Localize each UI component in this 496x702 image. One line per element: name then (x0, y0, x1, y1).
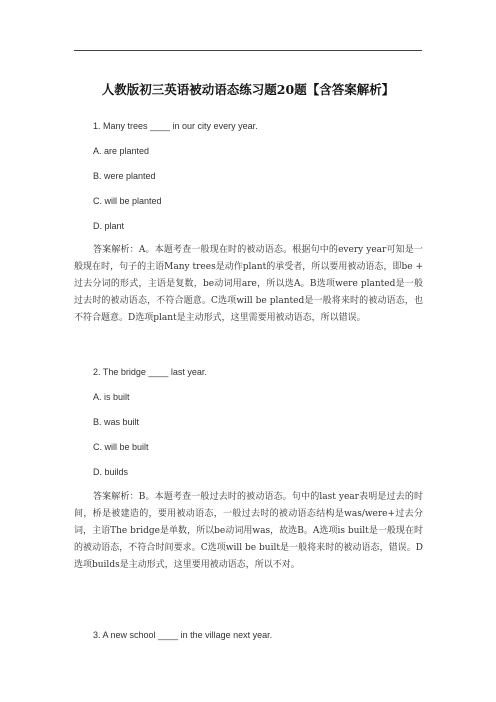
question-1-option-b: B. were planted (93, 171, 156, 181)
question-1-option-c: C. will be planted (93, 196, 162, 206)
question-1-option-a: A. are planted (93, 146, 150, 156)
question-1-stem: 1. Many trees ____ in our city every year. (93, 121, 258, 131)
question-1-explanation: 答案解析：A。本题考查一般现在时的被动语态。根据句中的every year可知是一般现在时，句子的主语Many trees是动作plant的承受者，所以要用被动语态，即be + 过去分词的形式，主语是复数，be动词用are，所以选A。B选项were planted是一般过去时的被动语态，不符合题意。C选项will be planted是一般将来时的被动语态，也不符合题意。D选项plant是主动形式，这里需要用被动语态，所以错误。 (74, 245, 423, 323)
document-title: 人教版初三英语被动语态练习题20题【含答案解析】 (101, 82, 395, 97)
question-1-option-d: D. plant (93, 221, 125, 231)
question-2-option-a: A. is built (93, 392, 130, 402)
question-3-stem: 3. A new school ____ in the village next year. (93, 630, 273, 640)
question-2-option-b: B. was built (93, 417, 140, 427)
question-2-option-c: C. will be built (93, 442, 149, 452)
header-rule (74, 50, 422, 51)
question-2-stem: 2. The bridge ____ last year. (93, 367, 207, 377)
question-2-option-d: D. builds (93, 467, 129, 477)
question-2-explanation: 答案解析：B。本题考查一般过去时的被动语态。句中的last year表明是过去的时间，桥是被建造的，要用被动语态，一般过去时的被动语态结构是was/were+过去分词，主语The bridge是单数，所以be动词用was，故选B。A选项is built是一般现在时的被动语态，不符合时间要求。C选项will be built是一般将来时的被动语态，错误。D选项builds是主动形式，这里要用被动语态，所以不对。 (74, 492, 423, 570)
